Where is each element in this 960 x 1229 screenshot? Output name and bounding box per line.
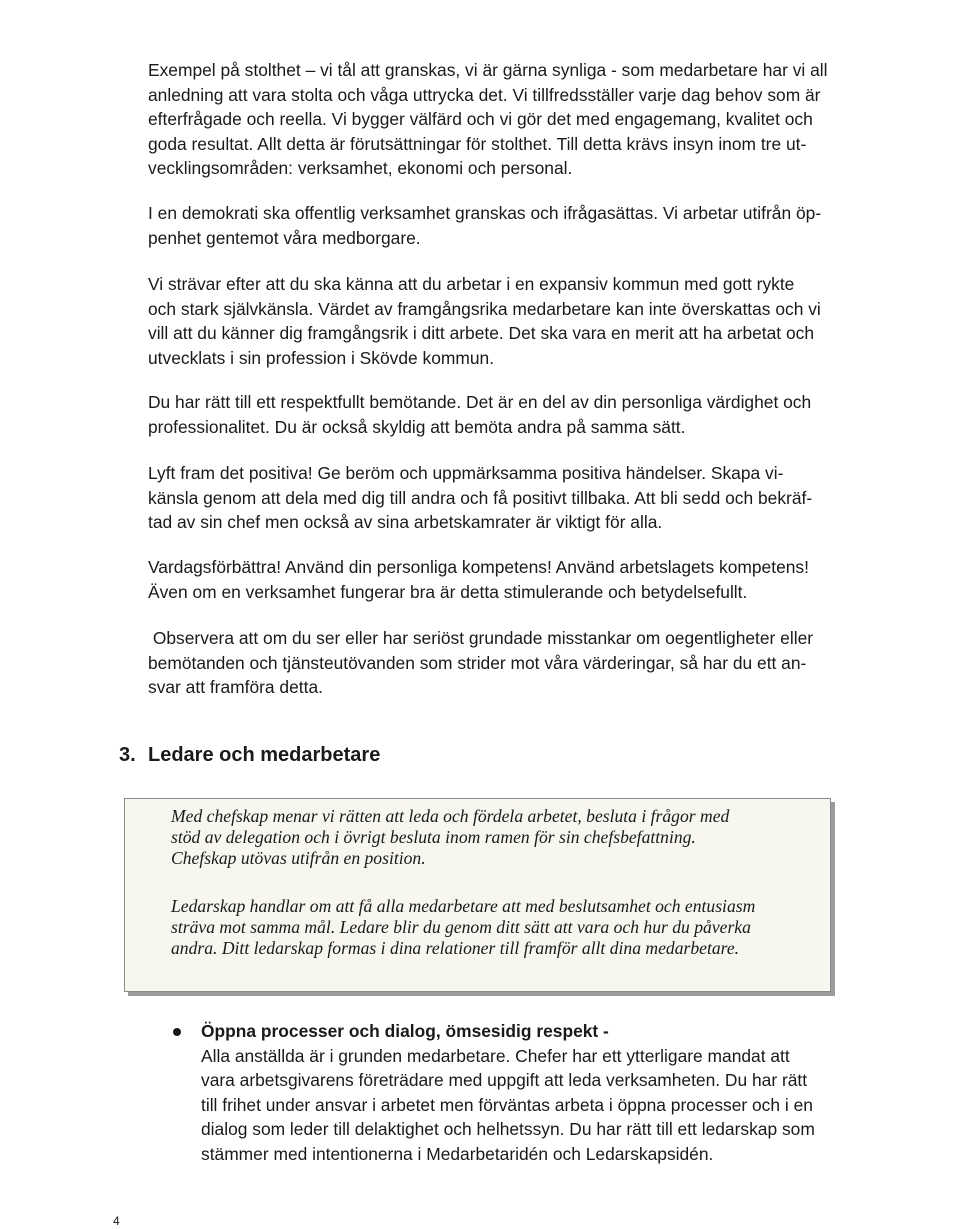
text-line: känsla genom att dela med dig till andra och få positivt tillbaka. Att bli sedd och bekräf- — [148, 487, 813, 508]
text-line: professionalitet. Du är också skyldig att bemöta andra på samma sätt. — [148, 416, 686, 437]
paragraph-respect — [148, 390, 848, 439]
text-line: andra. Ditt ledarskap formas i dina relationer till framför allt dina medarbetare. — [171, 938, 740, 958]
text-line: dialog som leder till delaktighet och helhetssyn. Du har rätt till ett ledarskap som — [201, 1119, 815, 1139]
text-line: Även om en verksamhet fungerar bra är detta stimulerande och betydelsefullt. — [148, 581, 748, 602]
text-line: penhet gentemot våra medborgare. — [148, 227, 421, 248]
text-line: stöd av delegation och i övrigt besluta inom ramen för sin chefsbefattning. — [171, 827, 696, 847]
text-line: Alla anställda är i grunden medarbetare. Chefer har ett ytterligare mandat att — [201, 1045, 790, 1066]
text-line: Vardagsförbättra! Använd din personliga kompetens! Använd arbetslagets kompetens! — [148, 557, 809, 577]
text-line: vecklingsområden: verksamhet, ekonomi och personal. — [148, 158, 573, 178]
paragraph-positive — [148, 461, 848, 535]
text-line: vill att du känner dig framgångsrik i ditt arbete. Det ska vara en merit att ha arbetat och — [148, 323, 815, 343]
text-line: goda resultat. Allt detta är förutsättningar för stolthet. Till detta krävs insyn inom tre ut- — [148, 133, 807, 154]
section-number: 3. — [119, 744, 136, 766]
bullet-icon — [173, 1028, 181, 1036]
paragraph-report-misconduct — [148, 626, 848, 700]
text-line: tad av sin chef men också av sina arbetskamrater är viktigt för alla. — [148, 512, 663, 532]
definition-box — [124, 798, 831, 992]
text-line: efterfrågade och reella. Vi bygger välfärd och vi gör det med engagemang, kvalitet och — [148, 109, 813, 129]
text-line: till frihet under ansvar i arbetet men förväntas arbeta i öppna processer och i en — [201, 1094, 813, 1115]
paragraph-everyday-improvement — [148, 555, 848, 604]
text-line: anledning att vara stolta och våga uttrycka det. Vi tillfredsställer varje dag behov som är — [148, 84, 821, 105]
page-number: 4 — [113, 1214, 120, 1228]
text-line: utvecklats i sin profession i Skövde kommun. — [148, 347, 495, 368]
section-title: Ledare och medarbetare — [148, 744, 381, 766]
paragraph-pride — [148, 58, 848, 181]
text-line: Du har rätt till ett respektfullt bemötande. Det är en del av din personliga värdighet och — [148, 392, 812, 412]
definition-chefskap — [171, 806, 821, 869]
text-line: Vi strävar efter att du ska känna att du arbetar i en expansiv kommun med gott rykte — [148, 274, 795, 294]
definition-ledarskap — [171, 896, 821, 959]
text-line: Exempel på stolthet – vi tål att granskas, vi är gärna synliga - som medarbetare har vi all — [148, 60, 828, 80]
paragraph-expansive-municipality — [148, 272, 848, 370]
bullet-title: Öppna processer och dialog, ömsesidig respekt - — [201, 1021, 609, 1041]
text-line: vara arbetsgivarens företrädare med uppgift att leda verksamheten. Du har rätt — [201, 1070, 808, 1090]
paragraph-democracy — [148, 201, 848, 250]
text-line: och stark självkänsla. Värdet av framgångsrika medarbetare kan inte överskattas och vi — [148, 298, 821, 319]
text-line: stämmer med intentionerna i Medarbetaridén och Ledarskapsidén. — [201, 1143, 714, 1164]
text-line: Observera att om du ser eller har seriöst grundade misstankar om oegentligheter eller — [148, 628, 814, 648]
text-line: Chefskap utövas utifrån en position. — [171, 848, 426, 868]
text-line: bemötanden och tjänsteutövanden som strider mot våra värderingar, så har du ett an- — [148, 652, 807, 673]
section-heading — [119, 744, 380, 767]
text-line: Med chefskap menar vi rätten att leda och fördela arbetet, besluta i frågor med — [171, 806, 730, 826]
text-line: svar att framföra detta. — [148, 677, 323, 697]
text-line: Lyft fram det positiva! Ge beröm och uppmärksamma positiva händelser. Skapa vi- — [148, 463, 784, 483]
text-line: I en demokrati ska offentlig verksamhet granskas och ifrågasättas. Vi arbetar utifrån öp- — [148, 203, 822, 223]
text-line: sträva mot samma mål. Ledare blir du genom ditt sätt att vara och hur du påverka — [171, 917, 751, 937]
bullet-body — [201, 1019, 815, 1166]
text-line: Ledarskap handlar om att få alla medarbetare att med beslutsamhet och entusiasm — [171, 896, 756, 916]
